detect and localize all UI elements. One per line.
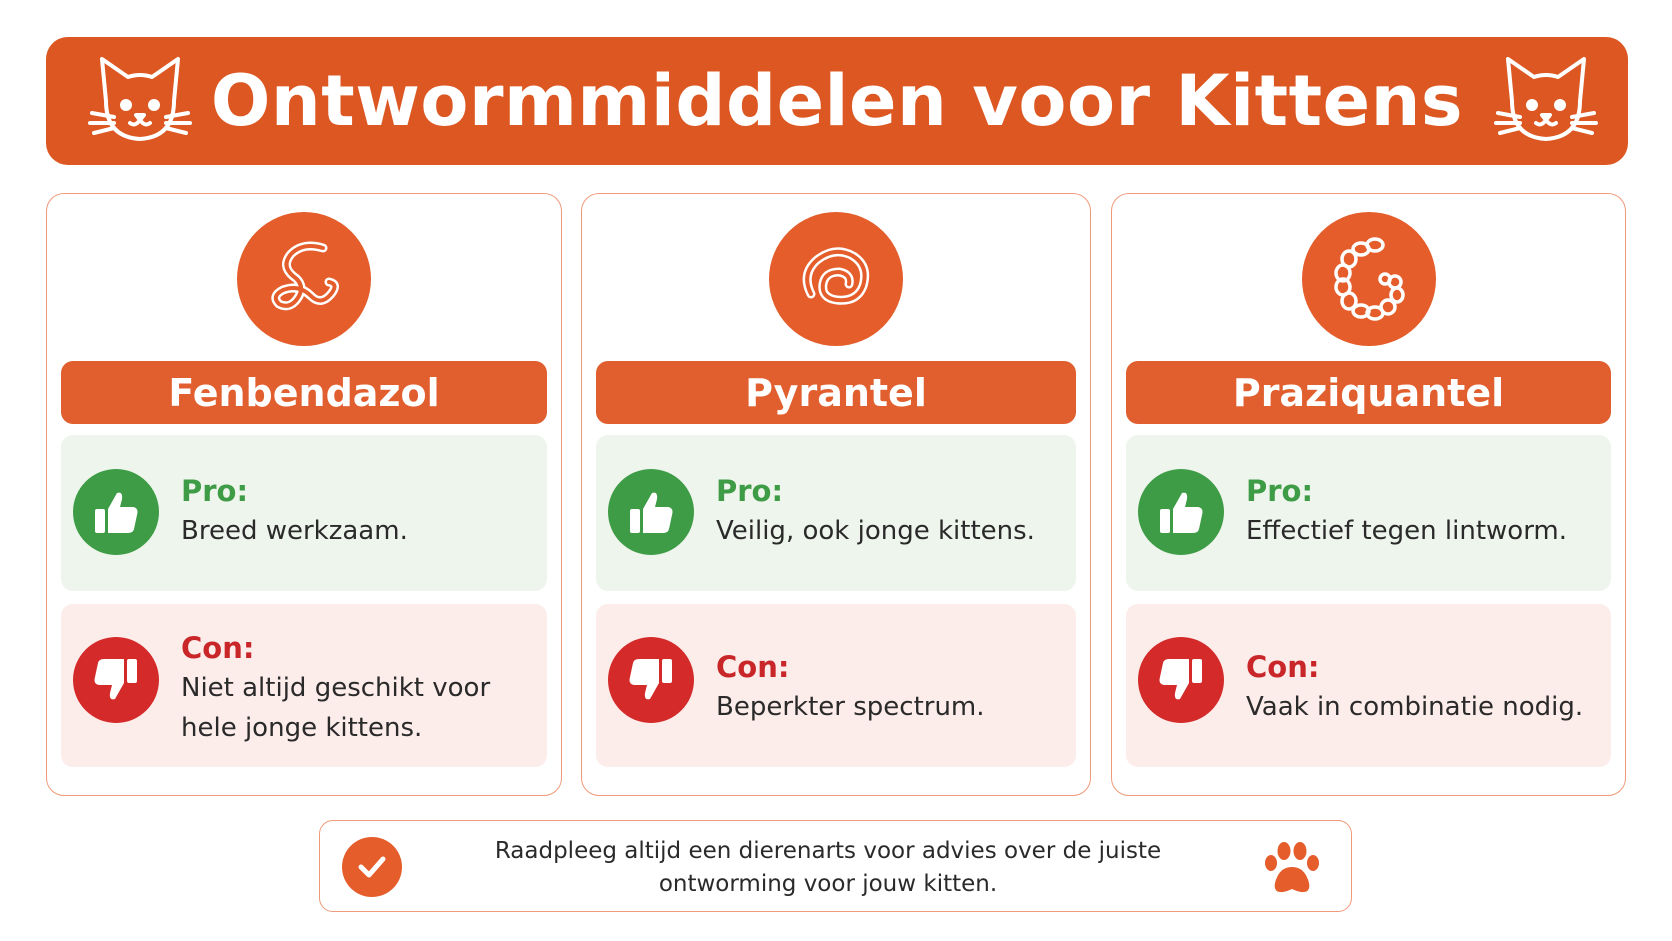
pro-section: [1126, 435, 1611, 591]
con-text: Vaak in combinatie nodig.: [1246, 692, 1584, 722]
con-text: Beperkter spectrum.: [716, 692, 985, 722]
checkmark-icon: [342, 837, 402, 897]
pro-text: Effectief tegen lintworm.: [1246, 516, 1568, 546]
con-section: [596, 604, 1076, 767]
coiled-worm-icon: [769, 212, 903, 346]
thumbs-down-icon: [73, 637, 159, 723]
page-header: [46, 37, 1628, 165]
card-title: Pyrantel: [596, 361, 1076, 424]
page-title: Ontwormmiddelen voor Kittens: [210, 60, 1464, 142]
card-title: Praziquantel: [1126, 361, 1611, 424]
thumbs-up-icon: [608, 469, 694, 555]
pro-label: Pro:: [716, 474, 784, 508]
cat-face-icon: [88, 51, 192, 151]
con-label: Con:: [181, 631, 255, 665]
thumbs-up-icon: [1138, 469, 1224, 555]
cat-face-icon: [1494, 51, 1598, 151]
pro-section: [61, 435, 547, 591]
card-fenbendazol: [46, 193, 562, 796]
pro-text: Breed werkzaam.: [181, 516, 408, 546]
con-text: Niet altijd geschikt voor hele jonge kittens.: [181, 673, 491, 743]
pro-text: Veilig, ook jonge kittens.: [716, 516, 1035, 546]
roundworm-icon: [237, 212, 371, 346]
pro-section: [596, 435, 1076, 591]
thumbs-up-icon: [73, 469, 159, 555]
pro-label: Pro:: [181, 474, 249, 508]
con-section: [1126, 604, 1611, 767]
advice-footer: [319, 820, 1352, 912]
thumbs-down-icon: [608, 637, 694, 723]
tapeworm-icon: [1302, 212, 1436, 346]
card-praziquantel: [1111, 193, 1626, 796]
footer-text: Raadpleeg altijd een dierenarts voor advies over de juiste ontworming voor jouw kitten.: [494, 838, 1162, 897]
con-label: Con:: [1246, 650, 1320, 684]
thumbs-down-icon: [1138, 637, 1224, 723]
card-pyrantel: [581, 193, 1091, 796]
paw-icon: [1261, 839, 1323, 897]
con-section: [61, 604, 547, 767]
pro-label: Pro:: [1246, 474, 1314, 508]
card-title: Fenbendazol: [61, 361, 547, 424]
con-label: Con:: [716, 650, 790, 684]
